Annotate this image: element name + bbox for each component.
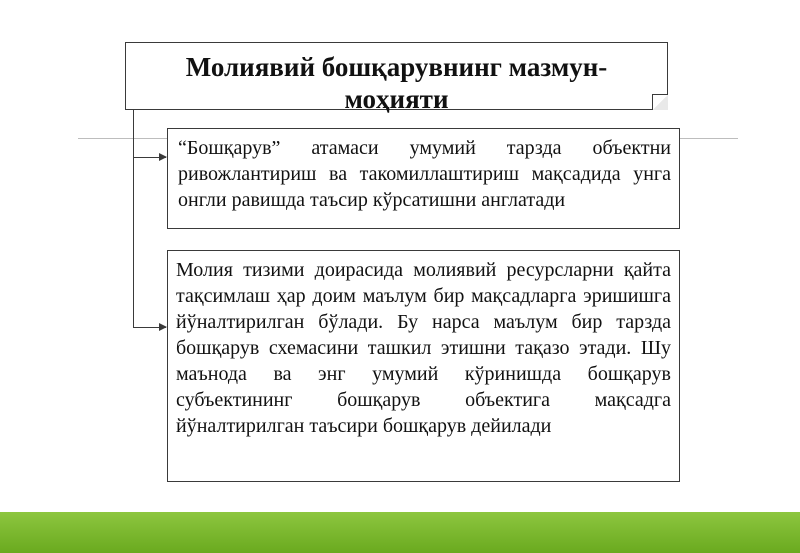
connector-line [133, 110, 134, 328]
arrow-to-definition [133, 157, 166, 158]
explanation-box [167, 250, 680, 482]
arrow-to-explanation [133, 327, 166, 328]
definition-text: “Бошқарув” атамаси умумий тарзда объектни ривожлантириш ва такомиллаштириш мақсадида унга онгли равишда таъсир кўрсатишни англатади [178, 137, 671, 211]
explanation-text: Молия тизими доирасида молиявий ресурсларни қайта тақсимлаш ҳар доим маълум бир мақсадларга эришишга йўналтирилган бўлади. Бу нарса маълум бир тарзда бошқарув схемасини ташкил этишни тақазо этади. Шу маънода ва энг умумий кўринишда бошқарув субъектининг бошқарув объектига мақсадга йўналтирилган таъсири бошқарув дейилади [176, 259, 671, 437]
definition-box [167, 128, 680, 229]
title-box [125, 42, 668, 114]
folded-corner [652, 94, 668, 110]
page-title: Молиявий бошқарувнинг мазмун-моҳияти [185, 52, 608, 114]
bottom-green-bar [0, 512, 800, 553]
